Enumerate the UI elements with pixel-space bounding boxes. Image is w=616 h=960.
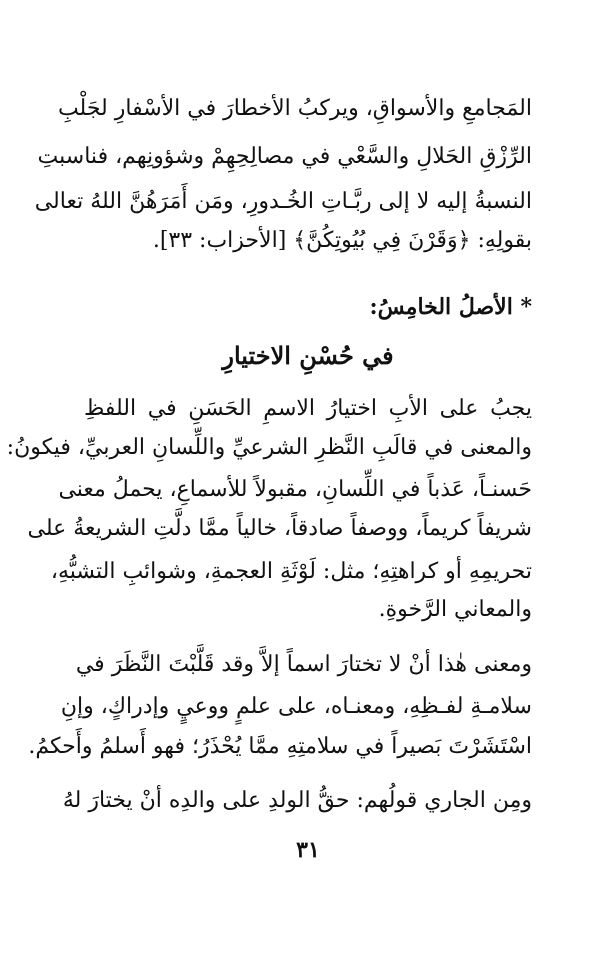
- section-heading: * الأصلُ الخامِسُ:: [369, 294, 532, 320]
- page-number: ٣١: [296, 837, 320, 863]
- paragraph-2-line-5: تحريمِهِ أو كراهتِهِ؛ مثل: لَوْثَةِ العجمةِ، وشوائبِ التشبُّهِ،: [50, 559, 532, 584]
- paragraph-3-line-2: سلامـةِ لفـظِهِ، ومعنـاه، على علمٍ ووعيٍ وإدراكٍ، وإنِ: [60, 694, 532, 719]
- paragraph-3-line-3: اسْتَشَرْتَ بَصيراً في سلامتِهِ ممَّا يُحْذَرُ؛ فهو أَسلمُ وأَحكمُ.: [28, 734, 532, 759]
- paragraph-2-line-4: شريفاً كريماً، ووصفاً صادقاً، خالياً ممَّا دلَّتِ الشريعةُ على: [27, 516, 532, 541]
- paragraph-4-line-1: ومِن الجاري قولُهم: حقُّ الولدِ على والدِه أنْ يختارَ لهُ: [62, 788, 532, 813]
- paragraph-2-line-6: والمعاني الرَّخوةِ.: [378, 597, 532, 622]
- paragraph-1-line-4: بقولِهِ: ﴿وَقَرْنَ فِي بُيُوتِكُنَّ﴾ [الأحزاب: ٣٣].: [152, 228, 532, 253]
- paragraph-3-line-1: ومعنى هٰذا أنْ لا تختارَ اسماً إلاَّ وقد قَلَّبْتَ النَّظَرَ في: [75, 652, 532, 677]
- paragraph-2-line-1: يجبُ على الأبِ اختيارُ الاسمِ الحَسَنِ في اللفظِ: [84, 396, 532, 421]
- paragraph-2-line-2: والمعنى في قالَبِ النَّظرِ الشرعيِّ واللِّسانِ العربيِّ، فيكونُ:: [6, 435, 532, 460]
- paragraph-1-line-2: الرِّزْقِ الحَلالِ والسَّعْي في مصالِحِهِمْ وشؤونِهم، فناسبتِ: [37, 144, 532, 169]
- paragraph-1-line-1: المَجامعِ والأسواقِ، ويركبُ الأخطارَ في الأسْفارِ لجَلْبِ: [57, 96, 532, 121]
- paragraph-2-line-3: حَسنـاً، عَذباً في اللِّسانِ، مقبولاً للأسماعِ، يحملُ معنى: [58, 477, 532, 502]
- section-subheading: في حُسْنِ الاختيارِ: [222, 341, 394, 370]
- paragraph-1-line-3: النسبةُ إليه لا إلى ربَّـاتِ الخُـدورِ، ومَن أَمَرَهُنَّ اللهُ تعالى: [34, 189, 532, 214]
